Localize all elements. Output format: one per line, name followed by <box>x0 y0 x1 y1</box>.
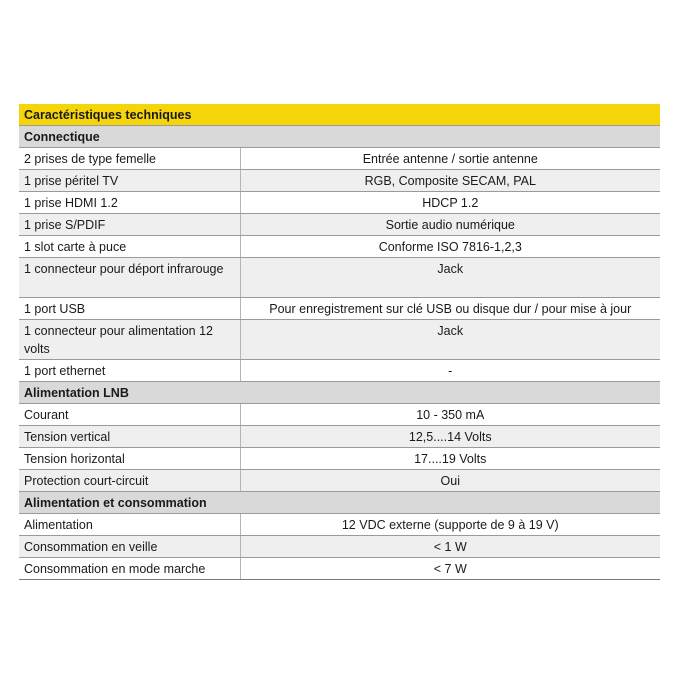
row-label: Protection court-circuit <box>19 470 240 492</box>
table-row <box>19 192 660 214</box>
row-label: 1 prise péritel TV <box>19 170 240 192</box>
row-value: Conforme ISO 7816-1,2,3 <box>240 236 660 258</box>
table-row <box>19 470 660 492</box>
row-label: 1 prise HDMI 1.2 <box>19 192 240 214</box>
row-label: Alimentation <box>19 514 240 536</box>
table-row <box>19 360 660 382</box>
row-value: Jack <box>240 320 660 360</box>
row-label: 2 prises de type femelle <box>19 148 240 170</box>
table-row <box>19 426 660 448</box>
row-value: Entrée antenne / sortie antenne <box>240 148 660 170</box>
row-label: Consommation en mode marche <box>19 558 240 580</box>
row-value: 17....19 Volts <box>240 448 660 470</box>
row-label: Consommation en veille <box>19 536 240 558</box>
row-label: 1 port ethernet <box>19 360 240 382</box>
row-value: Jack <box>240 258 660 298</box>
row-label: Tension vertical <box>19 426 240 448</box>
table-row <box>19 214 660 236</box>
row-value: Pour enregistrement sur clé USB ou disque dur / pour mise à jour <box>240 298 660 320</box>
table-row <box>19 514 660 536</box>
row-value: - <box>240 360 660 382</box>
row-value: 10 - 350 mA <box>240 404 660 426</box>
section-title: Alimentation et consommation <box>19 492 660 514</box>
table-row <box>19 536 660 558</box>
table-row <box>19 558 660 580</box>
section-header-alimentation-lnb <box>19 382 660 404</box>
section-title: Alimentation LNB <box>19 382 660 404</box>
table-row <box>19 148 660 170</box>
table-row <box>19 320 660 360</box>
row-value: 12 VDC externe (supporte de 9 à 19 V) <box>240 514 660 536</box>
table-row <box>19 236 660 258</box>
table-row <box>19 448 660 470</box>
spec-table <box>19 104 660 580</box>
row-label: 1 slot carte à puce <box>19 236 240 258</box>
row-label: 1 port USB <box>19 298 240 320</box>
row-label: 1 connecteur pour alimentation 12 volts <box>19 320 240 360</box>
row-label: Tension horizontal <box>19 448 240 470</box>
row-label: 1 connecteur pour déport infrarouge <box>19 258 240 298</box>
row-value: < 1 W <box>240 536 660 558</box>
section-title: Connectique <box>19 126 660 148</box>
row-value: 12,5....14 Volts <box>240 426 660 448</box>
row-value: Oui <box>240 470 660 492</box>
row-label: Courant <box>19 404 240 426</box>
section-header-alimentation-consommation <box>19 492 660 514</box>
section-header-connectique <box>19 126 660 148</box>
row-value: HDCP 1.2 <box>240 192 660 214</box>
table-title: Caractéristiques techniques <box>19 104 660 126</box>
row-value: < 7 W <box>240 558 660 580</box>
table-title-row <box>19 104 660 126</box>
table-row <box>19 404 660 426</box>
table-row <box>19 298 660 320</box>
table-row <box>19 170 660 192</box>
row-value: RGB, Composite SECAM, PAL <box>240 170 660 192</box>
row-label: 1 prise S/PDIF <box>19 214 240 236</box>
table-row <box>19 258 660 298</box>
row-value: Sortie audio numérique <box>240 214 660 236</box>
